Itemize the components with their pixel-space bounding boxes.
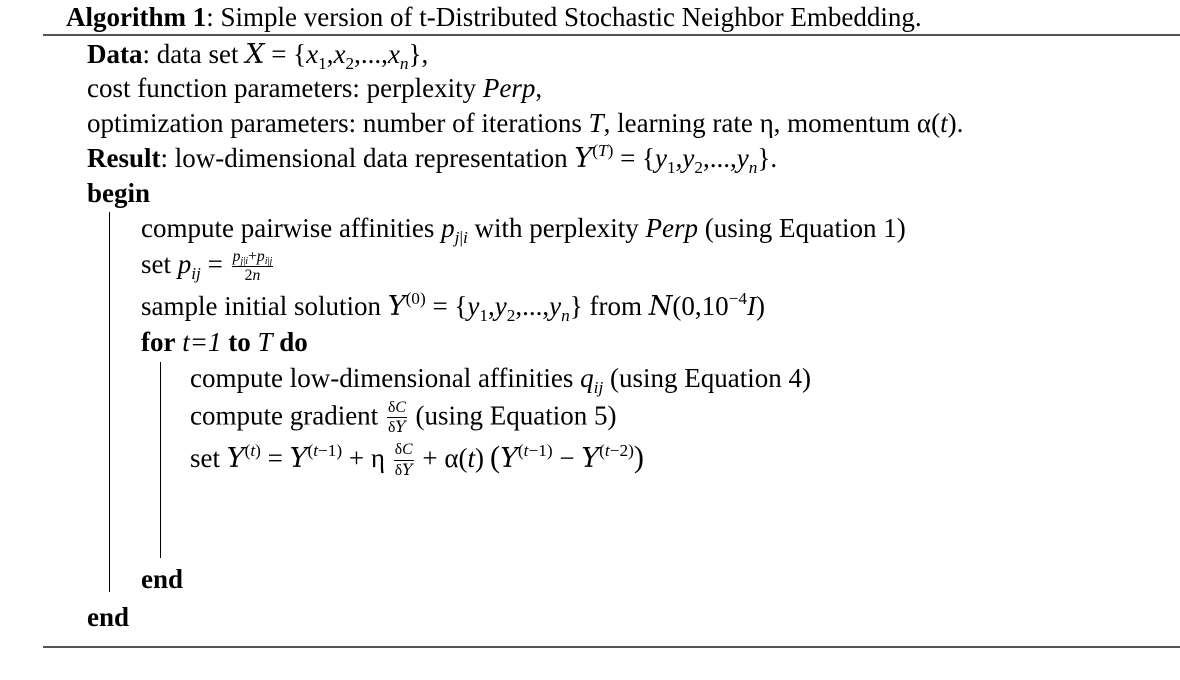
step-symmetrize: set $p_{ij}$ = $\frac{p_{j|i}+p_{i|j}}{2n}$ [141,248,273,285]
step-update: set $Y^{(t)} = Y^{(t-1)} + \eta$ $\frac{\delta C}{\delta Y}$ + α(t) $(Y^{(t-1)} - Y^{(t-2)})$ [190,440,644,479]
result-label: Result [87,143,161,173]
step-gradient: compute gradient $\frac{\delta C}{\delta Y}$ (using Equation 5) [190,399,617,437]
step-pairwise-affinities: compute pairwise affinities $p_{j|i}$ with perplexity Perp (using Equation 1) [141,213,906,247]
bottom-rule [43,646,1180,648]
for-loop-header: for t=1 to T do [141,327,308,357]
end-begin-keyword: end [87,602,130,632]
algorithm-label: Algorithm 1 [66,2,207,32]
cost-params-line: cost function parameters: perplexity Perp, [87,73,543,103]
begin-keyword: begin [87,178,151,208]
step-low-dim-affinities: compute low-dimensional affinities $q_{ij}$ (using Equation 4) [190,363,812,397]
result-line: Result: low-dimensional data representation $Y^{(T)} = \{y_1,y_2,...,y_n\}$. [87,141,778,177]
optimization-params-line: optimization parameters: number of iterations T, learning rate η, momentum α(t). [87,108,964,138]
end-for-keyword: end [141,564,184,594]
math-fraction-gradient: $\frac{\delta C}{\delta Y}$ [387,399,406,437]
outer-block-bar [109,212,110,592]
data-label: Data [87,39,143,69]
math-fraction-pij: $\frac{p_{j|i}+p_{i|j}}{2n}$ [232,248,273,285]
step-initial-solution: sample initial solution $Y^{(0)} = \{y_1,y_2,...,y_n\}$ from $N(0,10^{-4}I)$ [141,289,765,325]
data-line: Data: data set $X = \{x_1,x_2,...,x_n\}$, [87,39,429,73]
algorithm-title: : Simple version of t-Distributed Stochastic Neighbor Embedding. [206,2,922,32]
math-dataset: X [245,39,265,70]
inner-block-bar [160,362,161,558]
top-rule [43,34,1180,36]
algorithm-caption [66,4,922,31]
math-output: Y [574,143,593,174]
math-fraction-gradient-update: $\frac{\delta C}{\delta Y}$ [394,441,413,479]
